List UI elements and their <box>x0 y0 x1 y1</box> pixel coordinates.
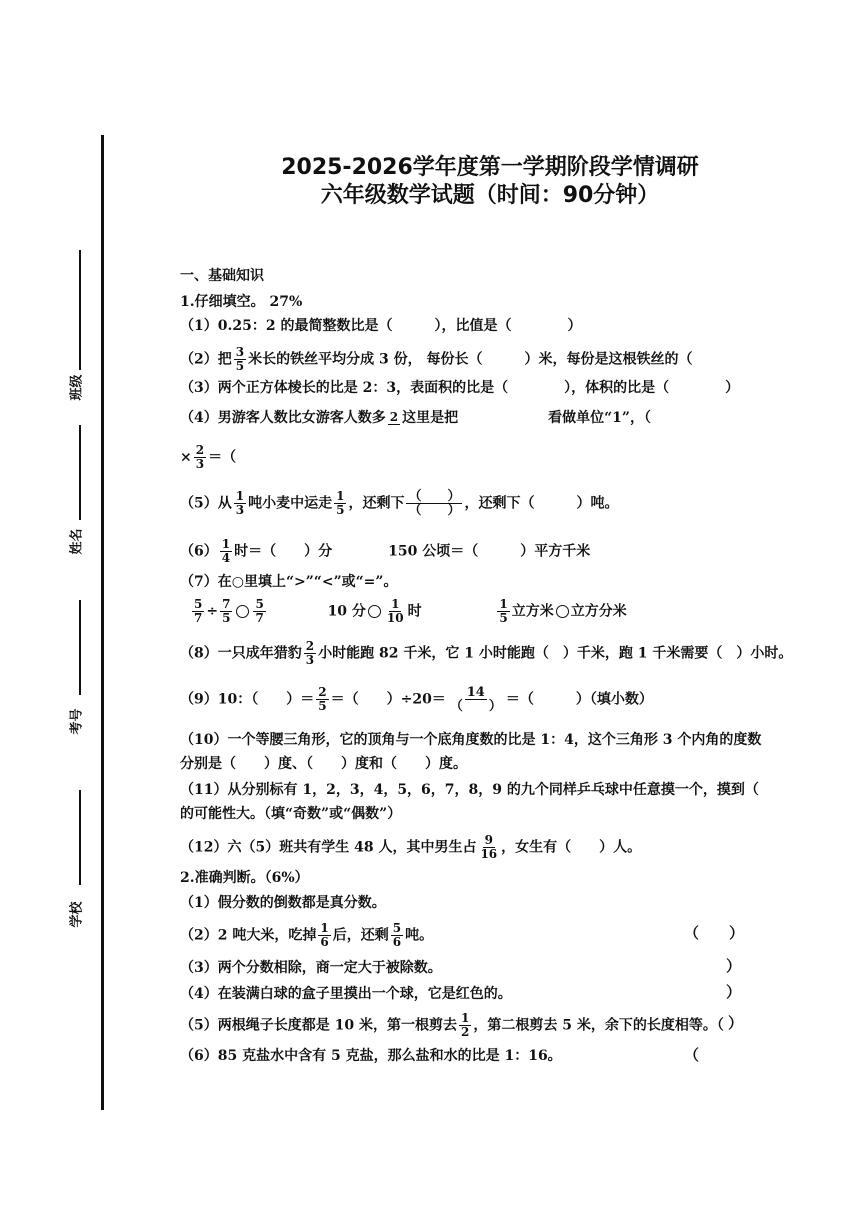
question-4-line2: × $\frac{2}{3}$ ＝（ <box>180 443 237 471</box>
question-10-line2: 分别是（ ）度、（ ）度和（ ）度。 <box>180 756 467 772</box>
judge-3-answer-paren[interactable]: ） <box>726 957 742 975</box>
exam-title-line1: 2025-2026学年度第一学期阶段学情调研 <box>281 155 699 180</box>
judge-2-answer-paren[interactable]: （ ） <box>684 924 745 942</box>
question-1: （1）0.25：2 的最简整数比是（ ），比值是（ ） <box>180 318 582 334</box>
question-7-items: $\frac{5}{7}$ ÷ $\frac{7}{5}$ $\frac{5}{7}$ 10 分 $\frac{1}{10}$ 时 $\frac{1}{5}$ 立方米 立方分米 <box>194 597 627 625</box>
section-heading: 一、基础知识 <box>180 268 264 284</box>
question-4: （4）男游客人数比女游客人数多 2 这里是把 看做单位“1”，（ <box>180 410 651 426</box>
margin-underline-number <box>79 600 81 695</box>
judge-6: （6）85 克盐水中含有 5 克盐，那么盐和水的比是 1：16。 <box>180 1048 562 1064</box>
judge-5: （5）两根绳子长度都是 10 米，第一根剪去 $\frac{1}{2}$ ，第二根剪去 5 米，余下的长度相等。（ <box>180 1011 724 1039</box>
question-11-line1: （11）从分别标有 1，2，3，4，5，6，7，8，9 的九个同样乒乓球中任意摸一个，摸到（ <box>180 782 759 798</box>
margin-underline-class <box>79 250 81 370</box>
margin-label-class: 班级 <box>69 374 85 401</box>
question-6: （6） $\frac{1}{4}$ 时＝（ ）分 150 公顷＝（ ）平方千米 <box>180 537 591 565</box>
exam-title-line2: 六年级数学试题（时间：90分钟） <box>320 183 660 208</box>
question-3: （3）两个正方体棱长的比是 2：3，表面积的比是（ ），体积的比是（ ） <box>180 380 740 396</box>
part2-title: 2.准确判断。（6%） <box>180 870 309 886</box>
judge-3: （3）两个分数相除，商一定大于被除数。 <box>180 960 442 976</box>
question-9: （9）10：（ ）＝ $\frac{2}{5}$ ＝（ ）÷20＝ $\frac{14}{( )}$ ＝（ ）（填小数） <box>180 685 653 714</box>
compare-circle-3[interactable] <box>556 605 569 618</box>
question-7: （7）在○里填上“>”“<”或“=”。 <box>180 574 398 590</box>
judge-1: （1）假分数的倒数都是真分数。 <box>180 895 386 911</box>
question-8: （8）一只成年猎豹 $\frac{2}{3}$ 小时能跑 82 千米，它 1 小时能跑（ ）千米，跑 1 千米需要（ ）小时。 <box>180 639 793 667</box>
question-5: （5）从 $\frac{1}{3}$ 吨小麦中运走 $\frac{1}{5}$ ，还剩下 $\frac{( )}{( )}$ ，还剩下（ ）吨。 <box>180 489 619 518</box>
judge-5-answer-paren[interactable]: ） <box>728 1014 744 1032</box>
margin-label-school: 学校 <box>69 901 85 928</box>
judge-4: （4）在装满白球的盒子里摸出一个球，它是红色的。 <box>180 986 512 1002</box>
part1-title: 1.仔细填空。 27% <box>180 294 303 310</box>
binding-line <box>101 135 104 1110</box>
margin-underline-school <box>79 790 81 885</box>
judge-2: （2）2 吨大米，吃掉 $\frac{1}{6}$ 后，还剩 $\frac{5}{6}$ 吨。 <box>180 921 434 949</box>
margin-label-name: 姓名 <box>69 528 85 555</box>
compare-circle-1[interactable] <box>236 605 249 618</box>
question-11-line2: 的可能性大。（填“奇数”或“偶数”） <box>180 806 402 822</box>
judge-4-answer-paren[interactable]: ） <box>726 983 742 1001</box>
question-2: （2）把 $\frac{3}{5}$ 米长的铁丝平均分成 3 份， 每份长（ ）米，每份是这根铁丝的（ <box>180 345 693 373</box>
margin-label-number: 考号 <box>69 708 85 735</box>
compare-circle-2[interactable] <box>368 605 381 618</box>
question-10-line1: （10）一个等腰三角形，它的顶角与一个底角度数的比是 1：4，这个三角形 3 个内角的度数 <box>180 732 762 748</box>
question-12: （12）六（5）班共有学生 48 人，其中男生占 $\frac{9}{16}$ ，女生有（ ）人。 <box>180 833 642 861</box>
judge-6-answer-paren[interactable]: （ <box>684 1046 700 1064</box>
margin-underline-name <box>79 425 81 520</box>
